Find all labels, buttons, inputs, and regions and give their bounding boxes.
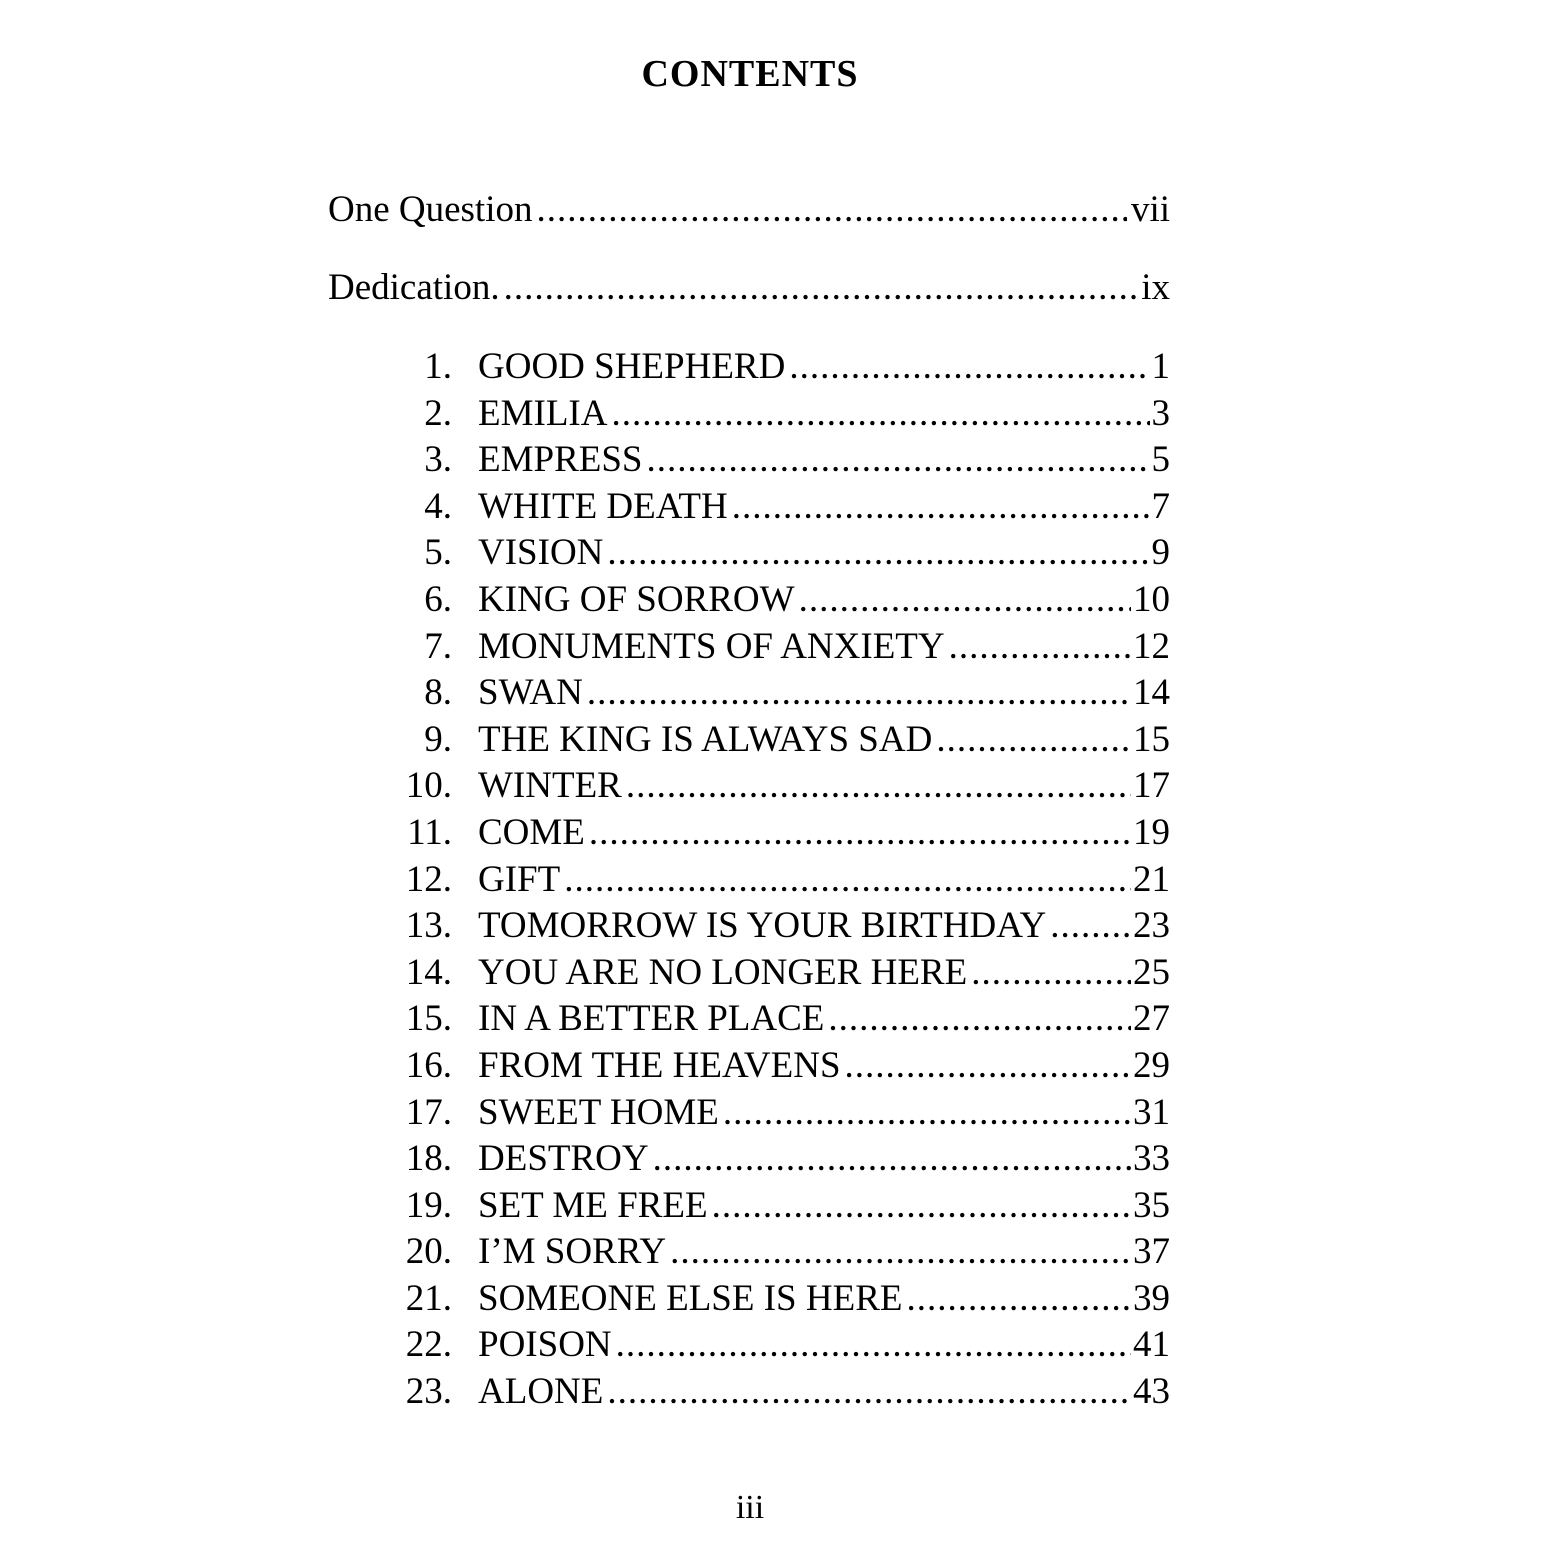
toc-chapter-entry[interactable] [390, 344, 1170, 391]
chapter-title: SET ME FREE [478, 1184, 708, 1226]
chapter-number: 14. [405, 951, 452, 993]
chapter-page: 39 [1133, 1277, 1170, 1319]
chapter-page: 17 [1133, 765, 1170, 807]
toc-entry-dedication[interactable] [328, 266, 1170, 310]
toc-chapter-entry[interactable] [390, 1322, 1170, 1369]
toc-chapter-entry[interactable] [390, 950, 1170, 997]
dot-leader [971, 950, 1131, 997]
chapter-page: 27 [1133, 998, 1170, 1040]
chapter-page: 14 [1133, 672, 1170, 714]
dot-leader [732, 484, 1150, 531]
dot-leader [670, 1229, 1131, 1276]
chapter-page: 25 [1133, 951, 1170, 993]
toc-chapter-entry[interactable] [390, 857, 1170, 904]
chapter-title: POISON [478, 1324, 612, 1366]
chapter-title: MONUMENTS OF ANXIETY [478, 625, 945, 667]
chapter-page: 3 [1151, 392, 1170, 434]
chapter-title: KING OF SORROW [478, 578, 795, 620]
chapter-number: 3. [424, 439, 452, 481]
chapter-title: EMPRESS [478, 439, 643, 481]
toc-chapter-entry[interactable] [390, 530, 1170, 577]
toc-chapter-entry[interactable] [390, 1229, 1170, 1276]
dot-leader [611, 391, 1149, 438]
toc-chapter-entry[interactable] [390, 1183, 1170, 1230]
chapter-title: SWEET HOME [478, 1091, 719, 1133]
toc-chapter-entry[interactable] [390, 670, 1170, 717]
chapter-number: 6. [424, 578, 452, 620]
toc-chapter-entry[interactable] [390, 996, 1170, 1043]
chapter-page: 33 [1133, 1138, 1170, 1180]
chapter-title: GIFT [478, 858, 561, 900]
chapter-title: WHITE DEATH [478, 485, 728, 527]
chapter-number: 16. [405, 1044, 452, 1086]
page-number: iii [735, 1489, 765, 1526]
dot-leader [504, 266, 1138, 310]
chapter-number: 2. [424, 392, 452, 434]
dot-leader [906, 1276, 1131, 1323]
dot-leader [607, 1369, 1131, 1416]
toc-chapter-entry[interactable] [390, 1276, 1170, 1323]
chapter-title: TOMORROW IS YOUR BIRTHDAY [478, 905, 1047, 947]
dot-leader [589, 810, 1131, 857]
toc-entry-one-question[interactable] [328, 188, 1170, 232]
dot-leader [723, 1090, 1131, 1137]
dot-leader [564, 857, 1131, 904]
chapter-page: 1 [1151, 346, 1170, 387]
chapter-page: 29 [1133, 1044, 1170, 1086]
dot-leader [653, 1136, 1131, 1183]
chapter-number: 4. [424, 485, 452, 527]
toc-chapter-entry[interactable] [390, 624, 1170, 671]
toc-chapter-entry[interactable] [390, 437, 1170, 484]
chapter-page: 43 [1133, 1371, 1170, 1413]
chapter-number: 13. [405, 905, 452, 947]
chapter-number: 12. [405, 858, 452, 900]
chapter-page: 15 [1133, 718, 1170, 760]
chapter-page: 5 [1151, 439, 1170, 481]
toc-entry-page: ix [1141, 267, 1170, 308]
toc-chapter-entry[interactable] [390, 484, 1170, 531]
chapter-number: 15. [405, 998, 452, 1040]
dot-leader [845, 1043, 1131, 1090]
chapter-title: GOOD SHEPHERD [478, 346, 786, 387]
toc-chapter-entry[interactable] [390, 1136, 1170, 1183]
dot-leader [828, 996, 1131, 1043]
chapter-title: ALONE [478, 1371, 604, 1413]
chapter-title: YOU ARE NO LONGER HERE [478, 951, 968, 993]
chapter-number: 18. [405, 1138, 452, 1180]
chapter-page: 37 [1133, 1231, 1170, 1273]
chapter-title: DESTROY [478, 1138, 649, 1180]
chapter-number: 22. [405, 1324, 452, 1366]
chapter-title: SOMEONE ELSE IS HERE [478, 1277, 903, 1319]
chapter-page: 31 [1133, 1091, 1170, 1133]
dot-leader [607, 530, 1149, 577]
chapter-page: 10 [1133, 578, 1170, 620]
toc-entry-label: Dedication. [328, 267, 500, 308]
chapter-page: 9 [1151, 532, 1170, 574]
chapter-title: THE KING IS ALWAYS SAD [478, 718, 933, 760]
toc-chapter-entry[interactable] [390, 1090, 1170, 1137]
chapter-number: 5. [424, 532, 452, 574]
dot-leader [537, 188, 1127, 232]
chapter-number: 8. [424, 672, 452, 714]
chapter-number: 11. [407, 811, 452, 853]
chapter-title: VISION [478, 532, 604, 574]
chapter-number: 23. [405, 1371, 452, 1413]
toc-chapter-entry[interactable] [390, 763, 1170, 810]
chapter-title: EMILIA [478, 392, 608, 434]
dot-leader [1050, 903, 1131, 950]
chapter-number: 20. [405, 1231, 452, 1273]
toc-chapter-entry[interactable] [390, 903, 1170, 950]
dot-leader [712, 1183, 1131, 1230]
toc-chapter-entry[interactable] [390, 577, 1170, 624]
chapter-number: 9. [424, 718, 452, 760]
dot-leader [936, 717, 1131, 764]
chapter-title: FROM THE HEAVENS [478, 1044, 841, 1086]
chapter-title: SWAN [478, 672, 583, 714]
dot-leader [626, 763, 1131, 810]
toc-chapter-entry[interactable] [390, 391, 1170, 438]
chapter-page: 23 [1133, 905, 1170, 947]
chapter-page: 7 [1151, 485, 1170, 527]
toc-entry-label: One Question [328, 189, 533, 230]
chapter-page: 35 [1133, 1184, 1170, 1226]
chapter-list [390, 344, 1170, 1416]
chapter-number: 7. [424, 625, 452, 667]
chapter-number: 17. [405, 1091, 452, 1133]
chapter-title: WINTER [478, 765, 622, 807]
front-matter-list [328, 188, 1170, 344]
dot-leader [799, 577, 1131, 624]
chapter-number: 10. [405, 765, 452, 807]
dot-leader [616, 1322, 1131, 1369]
toc-chapter-entry[interactable] [390, 717, 1170, 764]
chapter-page: 21 [1133, 858, 1170, 900]
toc-entry-page: vii [1130, 189, 1170, 230]
chapter-page: 19 [1133, 811, 1170, 853]
dot-leader [949, 624, 1131, 671]
toc-chapter-entry[interactable] [390, 1369, 1170, 1416]
chapter-page: 41 [1133, 1324, 1170, 1366]
dot-leader [789, 344, 1149, 391]
chapter-number: 1. [424, 346, 452, 387]
chapter-title: IN A BETTER PLACE [478, 998, 825, 1040]
toc-chapter-entry[interactable] [390, 810, 1170, 857]
chapter-number: 21. [405, 1277, 452, 1319]
chapter-page: 12 [1133, 625, 1170, 667]
dot-leader [587, 670, 1131, 717]
chapter-title: I’M SORRY [478, 1231, 667, 1273]
page-title: CONTENTS [641, 53, 859, 95]
chapter-title: COME [478, 811, 585, 853]
chapter-number: 19. [405, 1184, 452, 1226]
dot-leader [647, 437, 1150, 484]
toc-chapter-entry[interactable] [390, 1043, 1170, 1090]
